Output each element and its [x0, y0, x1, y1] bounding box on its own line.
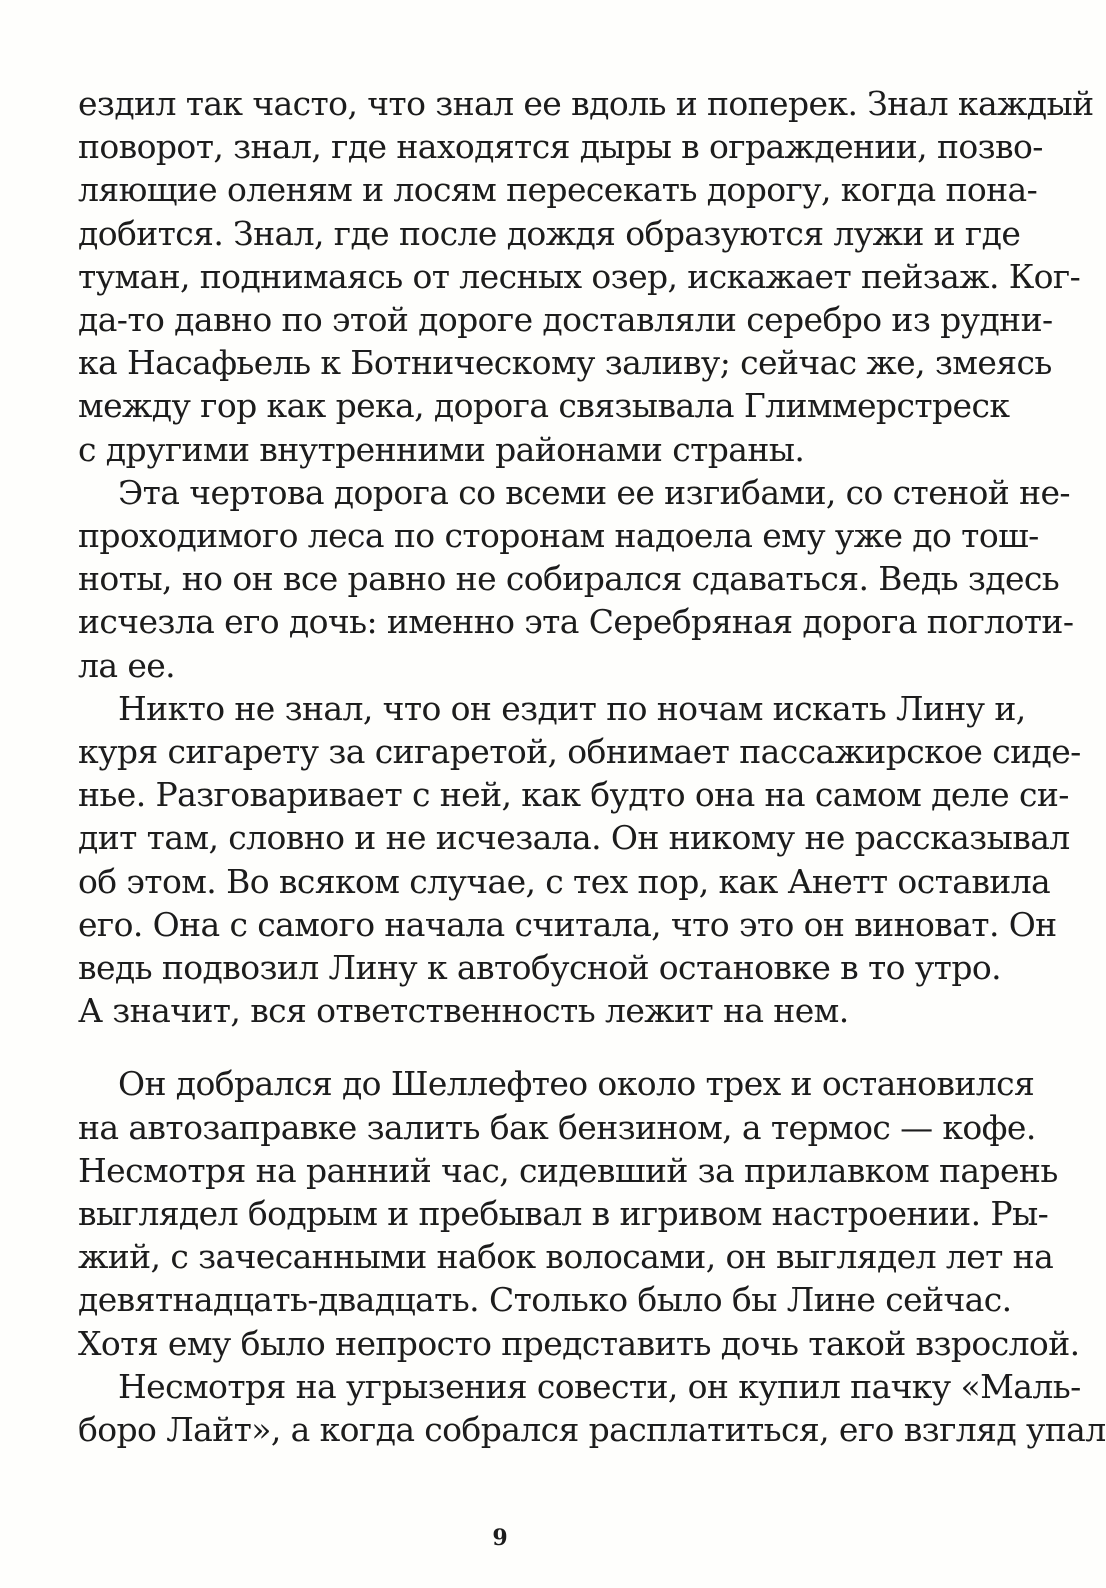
text-line: Несмотря на угрызения совести, он купил пачку «Маль-: [118, 1366, 1081, 1406]
text-line: проходимого леса по сторонам надоела ему уже до тош-: [78, 516, 1039, 555]
text-line: добится. Знал, где после дождя образуются лужи и где: [78, 213, 1021, 253]
text-line: Несмотря на ранний час, сидевший за прилавком парень: [78, 1150, 1058, 1190]
text-line: поворот, знал, где находятся дыры в ограждении, позво-: [78, 127, 1043, 167]
text-line: ляющие оленям и лосям пересекать дорогу, когда пона-: [78, 170, 1038, 210]
text-line: между гор как река, дорога связывала Глиммерстреск: [78, 386, 1010, 426]
text-line: туман, поднимаясь от лесных озер, искажает пейзаж. Ког-: [78, 256, 1081, 296]
text-line: да-то давно по этой дороге доставляли серебро из рудни-: [78, 300, 1053, 339]
text-line: ведь подвозил Лину к автобусной остановке в то утро.: [78, 948, 1001, 987]
text-line: ездил так часто, что знал ее вдоль и поперек. Знал каждый: [78, 84, 1094, 123]
text-line: куря сигарету за сигаретой, обнимает пассажирское сиде-: [78, 732, 1081, 771]
text-line: его. Она с самого начала считала, что это он виноват. Он: [78, 904, 1057, 944]
text-line: ноты, но он все равно не собирался сдаваться. Ведь здесь: [78, 559, 1060, 599]
text-line: дит там, словно и не исчезала. Он никому не рассказывал: [78, 818, 1070, 858]
text-line: девятнадцать-двадцать. Столько было бы Лине сейчас.: [78, 1280, 1012, 1320]
text-line: Никто не знал, что он ездит по ночам искать Лину и,: [118, 688, 1026, 728]
text-line: А значит, вся ответственность лежит на нем.: [78, 991, 849, 1031]
text-line: с другими внутренними районами страны.: [78, 429, 805, 469]
text-line: исчезла его дочь: именно эта Серебряная дорога поглоти-: [78, 602, 1074, 642]
text-line: боро Лайт», а когда собрался расплатиться, его взгляд упал: [78, 1410, 1106, 1449]
text-line: Хотя ему было непросто представить дочь такой взрослой.: [78, 1323, 1080, 1363]
text-line: выглядел бодрым и пребывал в игривом настроении. Ры-: [78, 1194, 1049, 1233]
text-line: жий, с зачесанными набок волосами, он выглядел лет на: [78, 1237, 1054, 1277]
text-line: ла ее.: [78, 645, 176, 685]
text-line: Эта чертова дорога со всеми ее изгибами, со стеной не-: [118, 472, 1070, 512]
text-line: Он добрался до Шеллефтео около трех и остановился: [118, 1064, 1035, 1104]
page-number: 9: [492, 1525, 508, 1551]
text-line: нье. Разговаривает с ней, как будто она на самом деле си-: [78, 775, 1069, 815]
text-line: ка Насафьель к Ботническому заливу; сейчас же, змеясь: [78, 343, 1052, 383]
text-line: на автозаправке залить бак бензином, а термос — кофе.: [78, 1107, 1036, 1147]
text-line: об этом. Во всяком случае, с тех пор, как Анетт оставила: [78, 861, 1051, 901]
